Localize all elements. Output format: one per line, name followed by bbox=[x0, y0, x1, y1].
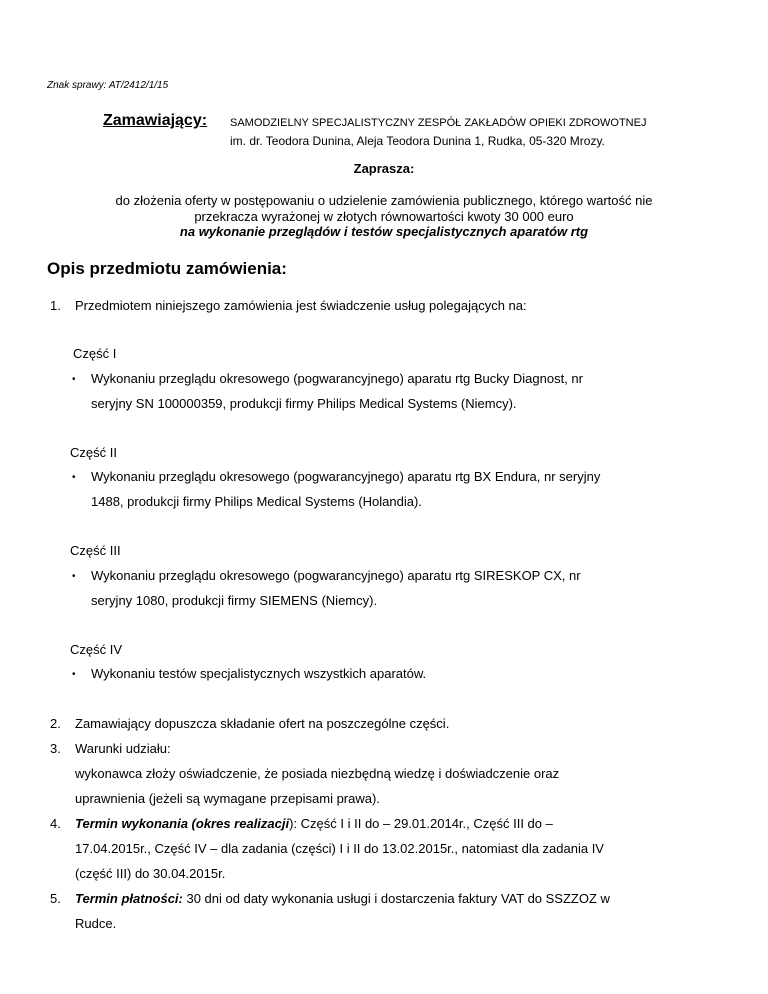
part-2-label: Część II bbox=[70, 445, 117, 460]
section-title: Opis przedmiotu zamówienia: bbox=[47, 259, 287, 278]
item-4-line-1-rest: ): Część I i II do – 29.01.2014r., Część III do – bbox=[289, 816, 553, 831]
invitation-line-1: do złożenia oferty w postępowaniu o udzielenie zamówienia publicznego, którego wartość nie bbox=[115, 193, 653, 208]
part-4-bullet: • bbox=[72, 669, 76, 680]
part-2-line-2: 1488, produkcji firmy Philips Medical Systems (Holandia). bbox=[91, 494, 422, 509]
part-4-label: Część IV bbox=[70, 642, 123, 657]
item-5-line-1-rest: 30 dni od daty wykonania usługi i dostarczenia faktury VAT do SSZZOZ w bbox=[182, 891, 610, 906]
item-2-number: 2. bbox=[50, 716, 61, 731]
part-3-bullet: • bbox=[72, 571, 76, 582]
invitation-line-2: przekracza wyrażonej w złotych równowartości kwoty 30 000 euro bbox=[194, 209, 574, 224]
item-3-line-2: wykonawca złoży oświadczenie, że posiada niezbędną wiedzę i doświadczenie oraz bbox=[75, 766, 560, 781]
part-2-line-1: Wykonaniu przeglądu okresowego (pogwarancyjnego) aparatu rtg BX Endura, nr seryjny bbox=[91, 469, 601, 484]
part-1-bullet: • bbox=[72, 374, 76, 385]
item-2-text: Zamawiający dopuszcza składanie ofert na poszczególne części. bbox=[75, 716, 450, 731]
item-5-line-2: Rudce. bbox=[75, 916, 117, 931]
part-1-label: Część I bbox=[73, 346, 117, 361]
invitation-title: Zaprasza: bbox=[353, 161, 415, 176]
item-4-line-3: (część III) do 30.04.2015r. bbox=[75, 866, 226, 881]
item-4-number: 4. bbox=[50, 816, 61, 831]
contracting-authority-address: im. dr. Teodora Dunina, Aleja Teodora Dunina 1, Rudka, 05-320 Mrozy. bbox=[230, 134, 605, 148]
part-2-bullet: • bbox=[72, 472, 76, 483]
item-3-line-3: uprawnienia (jeżeli są wymagane przepisami prawa). bbox=[75, 791, 380, 806]
item-5-bold-label: Termin płatności: bbox=[75, 891, 183, 906]
part-1-line-2: seryjny SN 100000359, produkcji firmy Philips Medical Systems (Niemcy). bbox=[91, 396, 517, 411]
part-4-line-1: Wykonaniu testów specjalistycznych wszystkich aparatów. bbox=[91, 666, 427, 681]
part-3-line-2: seryjny 1080, produkcji firmy SIEMENS (Niemcy). bbox=[91, 593, 378, 608]
item-4-line-2: 17.04.2015r., Część IV – dla zadania (części) I i II do 13.02.2015r., natomiast dla zadania IV bbox=[75, 841, 604, 856]
item-1-text: Przedmiotem niniejszego zamówienia jest świadczenie usług polegających na: bbox=[75, 298, 527, 313]
item-4-bold-label: Termin wykonania (okres realizacji bbox=[75, 816, 290, 831]
part-3-label: Część III bbox=[70, 543, 121, 558]
case-number: Znak sprawy: AT/2412/1/15 bbox=[47, 80, 169, 91]
part-3-line-1: Wykonaniu przeglądu okresowego (pogwarancyjnego) aparatu rtg SIRESKOP CX, nr bbox=[91, 568, 581, 583]
contracting-authority-label-text: Zamawiający bbox=[103, 112, 202, 129]
item-4-line-1 bbox=[75, 816, 553, 831]
item-3-text: Warunki udziału: bbox=[75, 741, 171, 756]
item-1-number: 1. bbox=[50, 298, 61, 313]
invitation-subject: na wykonanie przeglądów i testów specjalistycznych aparatów rtg bbox=[179, 224, 589, 239]
item-3-number: 3. bbox=[50, 741, 61, 756]
contracting-authority-label bbox=[103, 112, 207, 130]
contracting-authority-colon: : bbox=[201, 112, 208, 129]
contracting-authority-name: SAMODZIELNY SPECJALISTYCZNY ZESPÓŁ ZAKŁADÓW OPIEKI ZDROWOTNEJ bbox=[230, 117, 647, 129]
item-5-number: 5. bbox=[50, 891, 61, 906]
part-1-line-1: Wykonaniu przeglądu okresowego (pogwarancyjnego) aparatu rtg Bucky Diagnost, nr bbox=[91, 371, 583, 386]
item-5-line-1 bbox=[75, 891, 610, 906]
